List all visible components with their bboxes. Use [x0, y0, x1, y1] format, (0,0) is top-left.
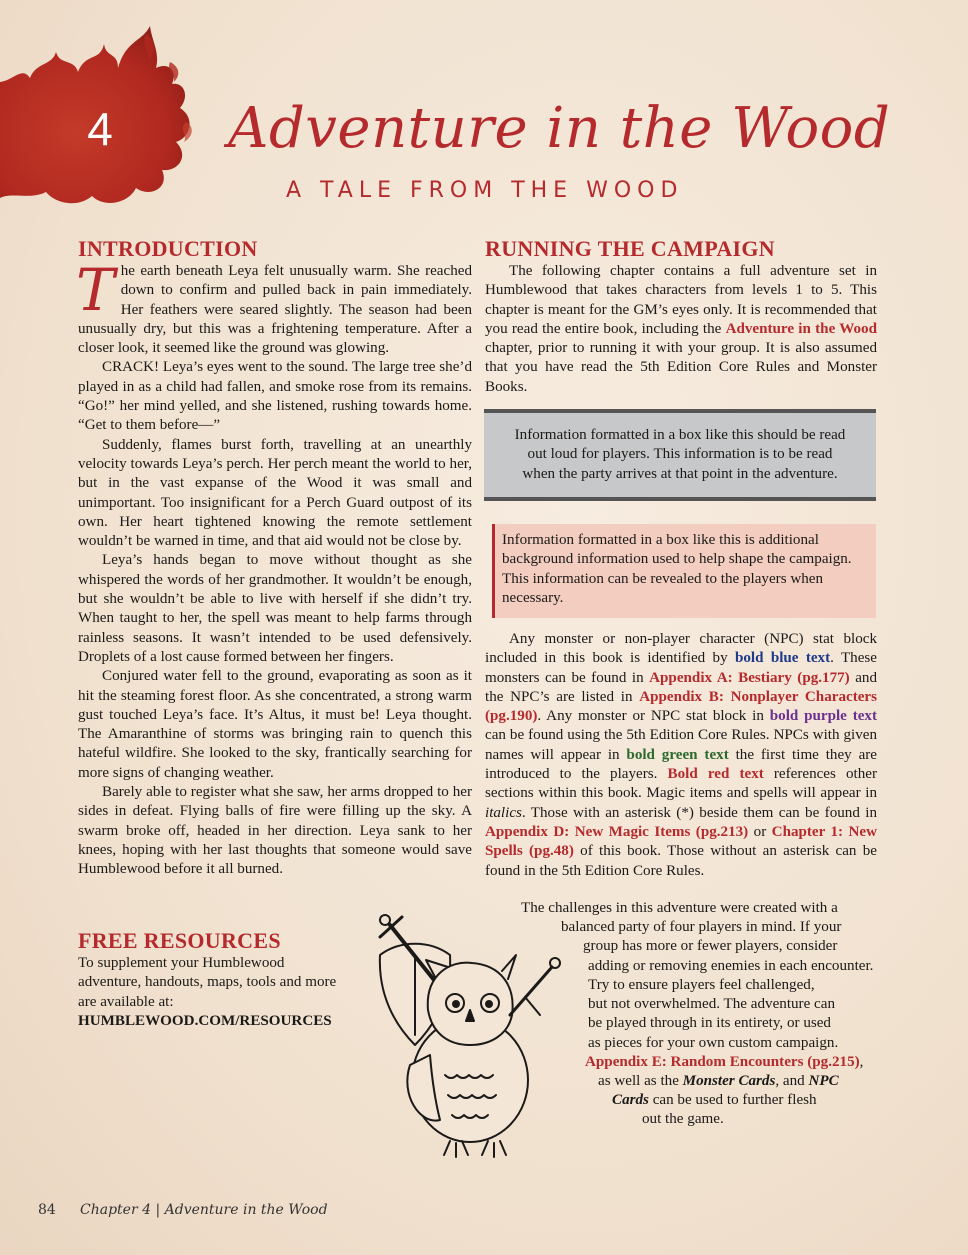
right-column: [485, 236, 877, 397]
bold-red-text-sample: Bold red text: [667, 766, 764, 783]
italics-sample: italics: [485, 804, 522, 821]
chapter-number: 4: [87, 103, 113, 155]
monster-cards-text: Monster Cards: [682, 1073, 776, 1089]
challenge-line-8: as pieces for your own custom campaign.: [588, 1035, 839, 1051]
chapter-title: Adventure in the Wood: [228, 96, 891, 161]
bold-purple-text-sample: bold purple text: [769, 708, 878, 725]
adventure-in-the-wood-link[interactable]: Adventure in the Wood: [725, 320, 877, 337]
free-resources-heading: FREE RESOURCES: [78, 928, 281, 953]
owl-knight-illustration: [340, 905, 570, 1165]
chapter-1-link[interactable]: Chapter 1: New Spells (pg.48): [485, 823, 878, 860]
footer-chapter-label: Chapter 4 | Adventure in the Wood: [80, 1202, 328, 1218]
appendix-e-link[interactable]: Appendix E: Random Encounters (pg.215),: [585, 1054, 864, 1070]
background-info-box: Information formatted in a box like this is additional background information used to help shape the campaign. This information can be revealed to the players when necessary.: [492, 524, 876, 618]
page-number: 84: [38, 1202, 56, 1218]
appendix-b-link[interactable]: Appendix B: Nonplayer Characters (pg.190): [485, 688, 877, 725]
bold-green-text-sample: bold green text: [626, 746, 729, 763]
running-paragraph-1: The following chapter contains a full adventure set in Humblewood that takes characters from levels 1 to 5. This chapter is meant for the GM’s eyes only. It is recommended that you read the entire book, including the Adventure in the Wood chapter, prior to running it with your group. It is also assumed that you have read the 5th Edition Core Rules and Monster Books.: [485, 263, 877, 395]
intro-paragraph-6: Barely able to register what she saw, her arms dropped to her sides in defeat. Flying balls of fire were filling up the sky. A swarm broke off, headed in her direction. Leya sank to her knees, hoping with her last thoughts that someone would save Humblewood before it all burned.: [78, 784, 472, 878]
read-aloud-box: Information formatted in a box like this should be read out loud for players. This information is to be read when the party arrives at that point in the adventure.: [484, 409, 876, 501]
challenge-line-2: balanced party of four players in mind. If your: [561, 919, 842, 935]
challenge-line-4: adding or removing enemies in each encounter.: [588, 958, 874, 974]
bold-blue-text-sample: bold blue text: [734, 650, 831, 667]
challenge-line-7: be played through in its entirety, or used: [588, 1015, 831, 1031]
intro-paragraph-1: [76, 256, 472, 358]
chapter-subtitle: A TALE FROM THE WOOD: [286, 178, 684, 203]
challenge-line-11: Cards can be used to further flesh: [612, 1092, 817, 1108]
free-resources-section: [78, 928, 342, 1031]
challenge-line-10: as well as the Monster Cards, and NPC: [598, 1073, 839, 1089]
introduction-heading: INTRODUCTION: [78, 236, 258, 261]
running-campaign-heading: RUNNING THE CAMPAIGN: [485, 236, 775, 261]
intro-paragraph-4: Leya’s hands began to move without thought as she whispered the words of her grandmother. It wouldn’t be enough, but she wouldn’t be able to live with herself if she didn’t try. When taught to her, the spell was meant to help farms through rainless seasons. It wasn’t intended to be used defensively. Droplets of a lost cause formed between her fingers.: [78, 552, 472, 665]
challenge-line-6: but not overwhelmed. The adventure can: [588, 996, 836, 1012]
challenge-line-3: group has more or fewer players, consider: [583, 938, 838, 954]
drop-cap: T: [76, 256, 115, 324]
resources-link[interactable]: HUMBLEWOOD.COM/RESOURCES: [78, 1012, 332, 1029]
left-column: [78, 236, 472, 880]
challenge-line-12: out the game.: [642, 1111, 724, 1127]
free-resources-text: To supplement your Humblewood adventure, handouts, maps, tools and more are available at:: [78, 955, 337, 1010]
challenge-line-5: Try to ensure players feel challenged,: [588, 977, 815, 993]
appendix-a-link[interactable]: Appendix A: Bestiary (pg.177): [649, 669, 850, 686]
intro-paragraph-1-text: he earth beneath Leya felt unusually warm. She reached down to confirm and pulled back in pain immediately. Her feathers were seared slightly. The season had been unusually dry, but this was a frightening temperature. After a closer look, it seemed like the ground was glowing.: [78, 263, 472, 357]
intro-paragraph-5: Conjured water fell to the ground, evaporating as soon as it hit the steaming forest floor. As she concentrated, a strong warm gust touched Leya’s face. It’s Altus, it must be! Leya thought. The Amaranthine of storms was bringing rain to quench this hateful wildfire. She looked to the sky, frantically searching for more signs of changing weather.: [78, 668, 472, 781]
challenge-line-1: The challenges in this adventure were created with a: [521, 900, 838, 916]
stat-block-paragraph: Any monster or non-player character (NPC) stat block included in this book is identified by bold blue text. These monsters can be found in Appendix A: Bestiary (pg.177) and the NPC’s are listed in Appendix B: Nonplayer Characters (pg.190). Any monster or NPC stat block in bold purple text can be found using the 5th Edition Core Rules. NPCs with given names will appear in bold green text the first time they are introduced to the players. Bold red text references other sections within this book. Magic items and spells will appear in italics. Those with an asterisk (*) beside them can be found in Appendix D: New Magic Items (pg.213) or Chapter 1: New Spells (pg.48) of this book. Those without an asterisk can be found in the 5th Edition Core Rules.: [485, 631, 878, 879]
appendix-d-link[interactable]: Appendix D: New Magic Items (pg.213): [485, 823, 749, 840]
intro-paragraph-2: CRACK! Leya’s eyes went to the sound. The large tree she’d played in as a child had fallen, and smoke rose from its remains. “Go!” her mind yelled, and she listened, rushing towards home. “Get to them before—”: [78, 359, 472, 434]
intro-paragraph-3: Suddenly, flames burst forth, travelling at an unearthly velocity towards Leya’s perch. Her perch meant the world to her, but in the vast expanse of the Wood it was small and unimportant. Too insignificant for a Perch Guard outpost of its own. Her heart tightened knowing the remote settlement wouldn’t be warned in time, and that aid would not be close by.: [78, 436, 472, 550]
